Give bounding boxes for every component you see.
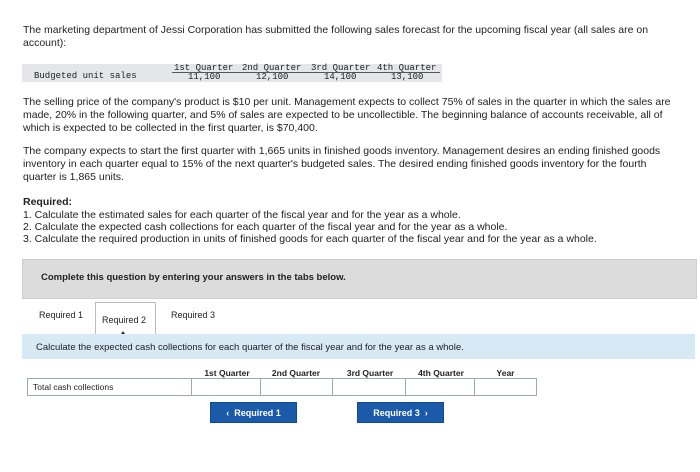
selling-price-paragraph: The selling price of the company's product is $10 per unit. Management expects to collect 75% of sales in the quarter in which the sales are made, 20% in the following quarter, and 5% of sales are expected to be uncollectible. The beginning balance of accounts receivable, all of which is expected to be collected in the first quarter, is $70,400.: [23, 96, 671, 134]
grid-row-label: Total cash collections: [33, 382, 114, 392]
next-required-button[interactable]: [357, 402, 444, 423]
question-instruction: Calculate the expected cash collections for each quarter of the fiscal year and for the year as a whole.: [36, 342, 464, 353]
grid-header-q1: 1st Quarter: [204, 368, 250, 378]
instructions-banner: [22, 259, 697, 299]
cell-q4: [405, 379, 475, 395]
required-item-3: 3. Calculate the required production in units of finished goods for each quarter of the fiscal year and for the year as a whole.: [23, 233, 597, 245]
prev-button-label: Required 1: [234, 408, 281, 418]
required-item-1: 1. Calculate the estimated sales for each quarter of the fiscal year and for the year as a whole.: [23, 209, 461, 221]
cell-q2: [260, 379, 333, 395]
sales-row-label: Budgeted unit sales: [34, 71, 137, 81]
chevron-left-icon: ‹: [226, 408, 230, 418]
cash-collections-q1-input[interactable]: [192, 381, 261, 397]
cash-collections-q4-input[interactable]: [406, 381, 475, 397]
cash-collections-q3-input[interactable]: [333, 381, 406, 397]
grid-header-year: Year: [496, 368, 515, 378]
sales-value-q2: 12,100: [256, 72, 289, 82]
required-item-2: 2. Calculate the expected cash collections for each quarter of the fiscal year and for the year as a whole.: [23, 221, 508, 233]
sales-value-q4: 13,100: [391, 72, 424, 82]
cell-q1: [191, 379, 261, 395]
prev-required-button[interactable]: [210, 402, 297, 423]
intro-text: The marketing department of Jessi Corporation has submitted the following sales forecast for the upcoming fiscal year (all sales are on account):: [23, 24, 649, 49]
quarter-header-3: 3rd Quarter: [311, 63, 371, 73]
inventory-paragraph: The company expects to start the first quarter with 1,665 units in finished goods inventory. Management desires an ending finished goods inventory in each quarter equal to 15% of the next quarter's budgeted sales. The desired ending finished goods inventory for the fourth quarter is 1,865 units.: [23, 145, 661, 183]
grid-header-q2: 2nd Quarter: [271, 368, 321, 378]
tab-required-1[interactable]: Required 1: [39, 310, 84, 320]
complete-prompt: Complete this question by entering your answers in the tabs below.: [41, 272, 346, 283]
next-button-label: Required 3: [373, 408, 420, 418]
cash-collections-year-input[interactable]: [475, 381, 537, 397]
sales-value-q1: 11,100: [188, 72, 221, 82]
tab-required-2[interactable]: Required 2: [95, 302, 156, 334]
quarter-header-1: 1st Quarter: [174, 63, 234, 73]
cell-year: [474, 379, 537, 395]
quarter-header-4: 4th Quarter: [377, 63, 437, 73]
cash-collections-row: [27, 378, 537, 396]
quarter-header-2: 2nd Quarter: [242, 63, 302, 73]
cash-collections-q2-input[interactable]: [261, 381, 333, 397]
grid-header-q4: 4th Quarter: [418, 368, 464, 378]
grid-header-q3: 3rd Quarter: [346, 368, 394, 378]
sales-value-q3: 14,100: [324, 72, 357, 82]
cell-q3: [332, 379, 406, 395]
tab-required-3[interactable]: Required 3: [171, 310, 216, 320]
question-instruction-bar: [22, 334, 695, 359]
required-heading: Required:: [23, 196, 73, 208]
chevron-right-icon: ›: [424, 408, 428, 418]
